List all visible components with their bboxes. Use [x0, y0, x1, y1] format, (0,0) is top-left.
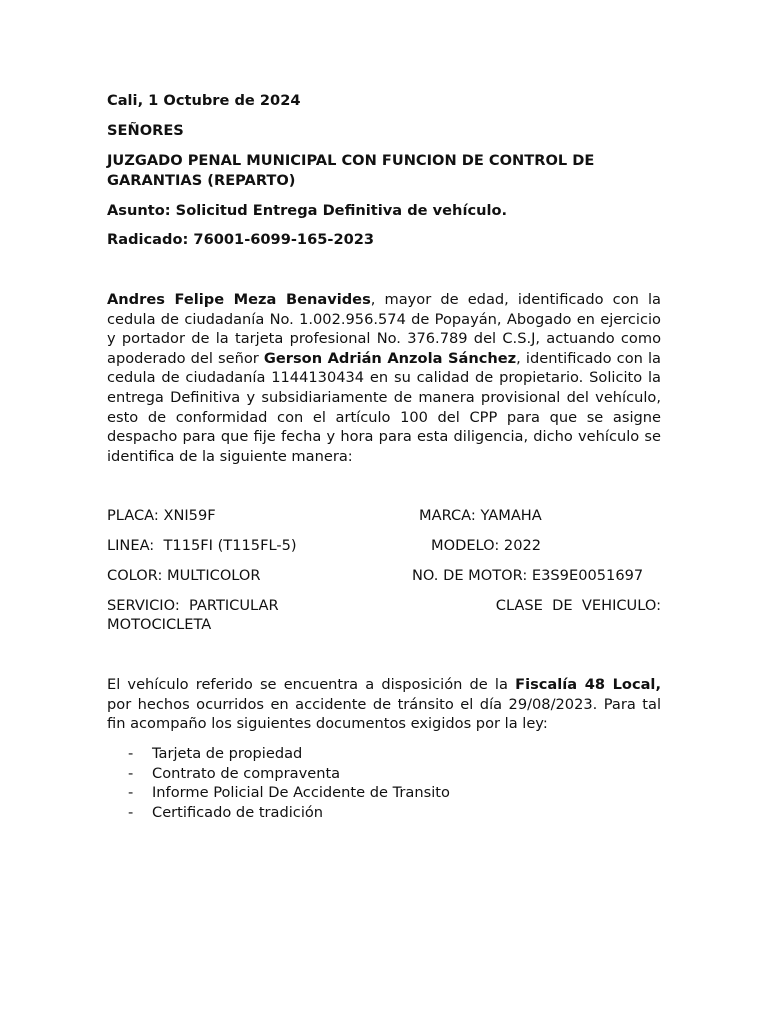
vehicle-color: COLOR: MULTICOLOR — [107, 567, 261, 584]
vehicle-marca: MARCA: YAMAHA — [419, 507, 542, 524]
lawyer-name: Andres Felipe Meza Benavides — [107, 291, 371, 308]
date-line: Cali, 1 Octubre de 2024 — [107, 92, 301, 109]
list-item — [107, 783, 661, 803]
closing-paragraph — [107, 675, 661, 734]
court-name: JUZGADO PENAL MUNICIPAL CON FUNCION DE CONTROL DE GARANTIAS (REPARTO) — [107, 152, 595, 189]
vehicle-placa: PLACA: XNI59F — [107, 507, 216, 524]
list-item — [107, 764, 661, 784]
document-item: Informe Policial De Accidente de Transito — [152, 784, 450, 802]
list-dash: - — [128, 745, 134, 762]
document-item: Certificado de tradición — [152, 803, 324, 821]
closing-text-1: El vehículo referido se encuentra a disposición de la — [107, 676, 516, 693]
list-item — [107, 803, 661, 823]
radicado-line: Radicado: 76001-6099-165-2023 — [107, 231, 375, 248]
intro-text-1: , mayor de edad, identificado con la cedula de ciudadanía No. 1.002.956.574 de Popayán, Abogado en ejercicio y portador de la tarjeta profesional No. 376.789 del C.S.J, actuando como apoderado del señor — [107, 291, 661, 367]
intro-paragraph — [107, 290, 661, 466]
vehicle-motor: NO. DE MOTOR: E3S9E0051697 — [412, 567, 644, 584]
client-name: Gerson Adrián Anzola Sánchez — [263, 349, 517, 367]
intro-text-2: , identificado con la cedula de ciudadanía 1144130434 en su calidad de propietario. Solicito la entrega Definitiva y subsidiariamente de manera provisional del vehículo, esto de conformidad con el artículo 100 del CPP para que se asigne despacho para que fije fecha y hora para esta diligencia, dicho vehículo se identifica de la siguiente manera: — [107, 349, 661, 465]
vehicle-servicio: SERVICIO: PARTICULAR — [107, 597, 279, 614]
closing-text-2: por hechos ocurridos en accidente de tránsito el día 29/08/2023. Para tal fin acompaño los siguientes documentos exigidos por la ley: — [107, 695, 661, 733]
fiscalia-name: Fiscalía 48 Local, — [515, 676, 661, 693]
documents-list — [107, 744, 661, 822]
vehicle-clase-value: MOTOCICLETA — [107, 616, 212, 633]
vehicle-linea: LINEA: T115FI (T115FL-5) — [107, 537, 297, 554]
subject-line: Asunto: Solicitud Entrega Definitiva de vehículo. — [107, 202, 508, 219]
list-dash: - — [128, 784, 134, 802]
list-dash: - — [128, 803, 134, 821]
salutation: SEÑORES — [107, 122, 184, 139]
vehicle-modelo: MODELO: 2022 — [431, 537, 542, 554]
list-dash: - — [128, 764, 134, 782]
document-item: Tarjeta de propiedad — [152, 745, 303, 762]
document-item: Contrato de compraventa — [152, 764, 341, 782]
vehicle-clase: CLASE DE VEHICULO: — [495, 597, 661, 614]
list-item — [107, 744, 661, 764]
